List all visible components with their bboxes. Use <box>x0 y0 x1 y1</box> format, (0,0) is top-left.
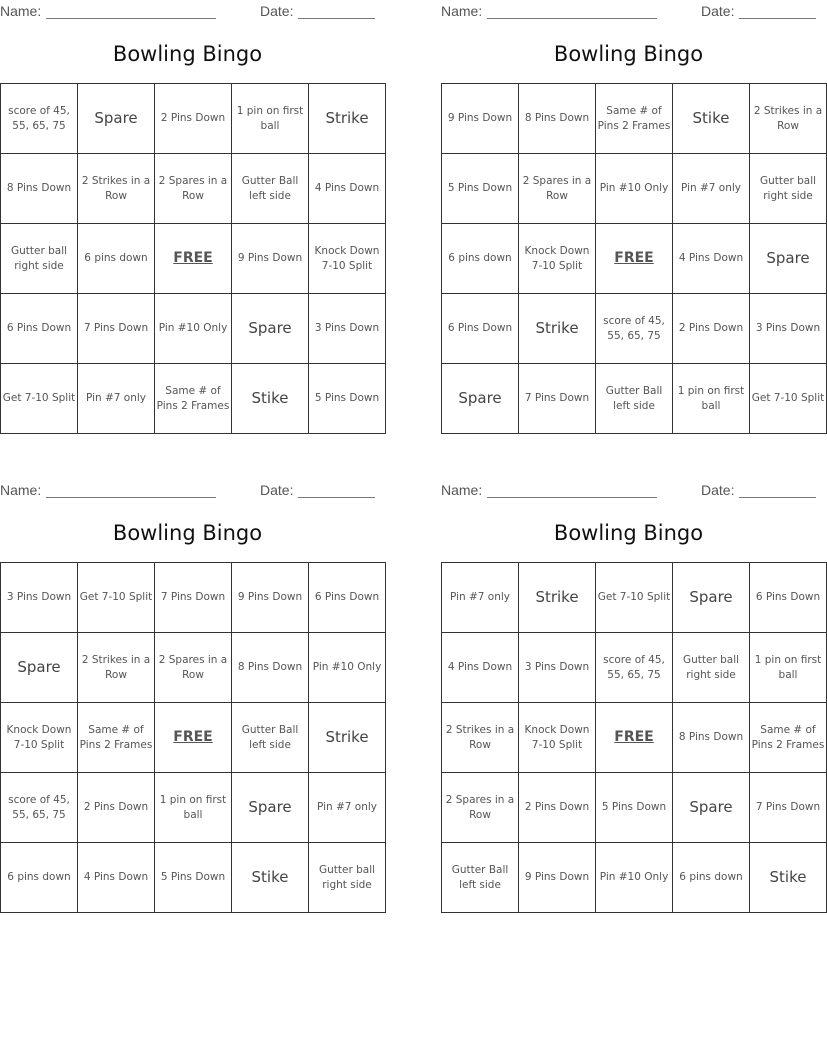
bingo-cell: Knock Down 7-10 Split <box>519 224 596 294</box>
bingo-row <box>442 154 827 224</box>
bingo-cell: Knock Down 7-10 Split <box>1 703 78 773</box>
bingo-cell: Stike <box>232 843 309 913</box>
bingo-cell: 3 Pins Down <box>1 563 78 633</box>
bingo-row <box>1 364 386 434</box>
bingo-card <box>441 0 825 440</box>
name-label: Name: <box>441 482 483 498</box>
bingo-cell: 7 Pins Down <box>750 773 827 843</box>
bingo-cell: Gutter ball right side <box>309 843 386 913</box>
name-date-line <box>441 482 816 500</box>
bingo-cell: Spare <box>442 364 519 434</box>
bingo-cell: 9 Pins Down <box>232 563 309 633</box>
bingo-cell: Gutter ball right side <box>673 633 750 703</box>
bingo-row <box>1 294 386 364</box>
bingo-cell: Same # of Pins 2 Frames <box>750 703 827 773</box>
name-blank <box>487 497 657 498</box>
bingo-row <box>442 364 827 434</box>
bingo-cell: 4 Pins Down <box>309 154 386 224</box>
bingo-cell: Get 7-10 Split <box>78 563 155 633</box>
bingo-cell: Gutter Ball left side <box>232 154 309 224</box>
bingo-cell: 2 Pins Down <box>155 84 232 154</box>
bingo-cell: Same # of Pins 2 Frames <box>596 84 673 154</box>
bingo-cell: 5 Pins Down <box>309 364 386 434</box>
bingo-cell: score of 45, 55, 65, 75 <box>1 773 78 843</box>
bingo-cell: 1 pin on first ball <box>232 84 309 154</box>
bingo-cell: Pin #10 Only <box>155 294 232 364</box>
bingo-cell: Get 7-10 Split <box>750 364 827 434</box>
bingo-cell: Strike <box>309 84 386 154</box>
bingo-card <box>0 479 382 919</box>
card-title: Bowling Bingo <box>553 42 704 66</box>
bingo-cell: 6 Pins Down <box>442 294 519 364</box>
bingo-cell: 8 Pins Down <box>232 633 309 703</box>
bingo-cell: 6 Pins Down <box>309 563 386 633</box>
date-label: Date: <box>260 3 294 19</box>
date-label: Date: <box>701 482 735 498</box>
card-title: Bowling Bingo <box>112 521 263 545</box>
bingo-row <box>442 294 827 364</box>
bingo-cell: Strike <box>519 563 596 633</box>
name-blank <box>487 18 657 19</box>
bingo-cell: Stike <box>673 84 750 154</box>
bingo-cell: Pin #7 only <box>309 773 386 843</box>
bingo-cell: 8 Pins Down <box>673 703 750 773</box>
bingo-cell: 2 Spares in a Row <box>155 633 232 703</box>
bingo-row <box>1 224 386 294</box>
bingo-cell: 5 Pins Down <box>155 843 232 913</box>
bingo-cell: Gutter Ball left side <box>442 843 519 913</box>
bingo-cell: 6 Pins Down <box>1 294 78 364</box>
bingo-cell: Get 7-10 Split <box>596 563 673 633</box>
bingo-grid <box>441 562 827 913</box>
free-space: FREE <box>596 703 673 773</box>
date-blank <box>298 18 375 19</box>
bingo-row <box>442 224 827 294</box>
bingo-grid <box>441 83 827 434</box>
bingo-cell: 4 Pins Down <box>78 843 155 913</box>
card-title: Bowling Bingo <box>553 521 704 545</box>
bingo-row <box>1 563 386 633</box>
bingo-cell: 9 Pins Down <box>232 224 309 294</box>
bingo-cell: Strike <box>309 703 386 773</box>
bingo-cell: 9 Pins Down <box>519 843 596 913</box>
bingo-cell: Pin #10 Only <box>596 843 673 913</box>
bingo-cell: score of 45, 55, 65, 75 <box>596 633 673 703</box>
bingo-cell: Spare <box>673 773 750 843</box>
bingo-cell: Gutter Ball left side <box>596 364 673 434</box>
bingo-grid <box>0 83 386 434</box>
bingo-cell: Stike <box>750 843 827 913</box>
bingo-row <box>442 843 827 913</box>
bingo-row <box>1 773 386 843</box>
free-space: FREE <box>155 224 232 294</box>
bingo-row <box>1 84 386 154</box>
bingo-cell: 2 Pins Down <box>78 773 155 843</box>
bingo-cell: Spare <box>750 224 827 294</box>
bingo-row <box>442 773 827 843</box>
name-date-line <box>0 482 375 500</box>
bingo-cell: Gutter Ball left side <box>232 703 309 773</box>
bingo-cell: Gutter ball right side <box>1 224 78 294</box>
bingo-row <box>442 633 827 703</box>
bingo-cell: score of 45, 55, 65, 75 <box>596 294 673 364</box>
bingo-cell: 1 pin on first ball <box>155 773 232 843</box>
bingo-row <box>1 154 386 224</box>
free-space: FREE <box>596 224 673 294</box>
bingo-cell: Same # of Pins 2 Frames <box>155 364 232 434</box>
date-label: Date: <box>701 3 735 19</box>
bingo-cell: Knock Down 7-10 Split <box>519 703 596 773</box>
bingo-grid <box>0 562 386 913</box>
bingo-cell: 2 Strikes in a Row <box>78 633 155 703</box>
bingo-cell: score of 45, 55, 65, 75 <box>1 84 78 154</box>
date-blank <box>739 497 816 498</box>
bingo-cell: 2 Pins Down <box>519 773 596 843</box>
name-date-line <box>0 3 375 21</box>
bingo-card <box>0 0 380 440</box>
bingo-cell: 8 Pins Down <box>1 154 78 224</box>
bingo-cell: 2 Spares in a Row <box>155 154 232 224</box>
bingo-cell: Spare <box>673 563 750 633</box>
free-space: FREE <box>155 703 232 773</box>
bingo-card <box>441 479 825 919</box>
bingo-cell: 6 pins down <box>78 224 155 294</box>
name-date-line <box>441 3 816 21</box>
bingo-cell: 3 Pins Down <box>309 294 386 364</box>
card-title: Bowling Bingo <box>112 42 263 66</box>
bingo-cell: 1 pin on first ball <box>750 633 827 703</box>
bingo-cell: Pin #7 only <box>78 364 155 434</box>
bingo-cell: Pin #10 Only <box>596 154 673 224</box>
name-label: Name: <box>0 3 42 19</box>
bingo-cell: Same # of Pins 2 Frames <box>78 703 155 773</box>
bingo-cell: 7 Pins Down <box>155 563 232 633</box>
bingo-cell: 6 Pins Down <box>750 563 827 633</box>
bingo-cell: 3 Pins Down <box>519 633 596 703</box>
name-label: Name: <box>0 482 42 498</box>
bingo-cell: 8 Pins Down <box>519 84 596 154</box>
bingo-cell: 6 pins down <box>442 224 519 294</box>
bingo-row <box>1 703 386 773</box>
name-label: Name: <box>441 3 483 19</box>
bingo-cell: 1 pin on first ball <box>673 364 750 434</box>
bingo-cell: Strike <box>519 294 596 364</box>
bingo-cell: 2 Strikes in a Row <box>442 703 519 773</box>
bingo-cell: Spare <box>232 294 309 364</box>
bingo-cell: 2 Pins Down <box>673 294 750 364</box>
bingo-cell: 2 Spares in a Row <box>442 773 519 843</box>
bingo-cell: 4 Pins Down <box>442 633 519 703</box>
bingo-row <box>442 563 827 633</box>
date-blank <box>298 497 375 498</box>
bingo-cell: 2 Strikes in a Row <box>750 84 827 154</box>
bingo-cell: Spare <box>1 633 78 703</box>
bingo-cell: 6 pins down <box>673 843 750 913</box>
bingo-cell: 2 Spares in a Row <box>519 154 596 224</box>
bingo-cell: Gutter ball right side <box>750 154 827 224</box>
bingo-cell: 9 Pins Down <box>442 84 519 154</box>
bingo-cell: Stike <box>232 364 309 434</box>
date-blank <box>739 18 816 19</box>
bingo-cell: 2 Strikes in a Row <box>78 154 155 224</box>
bingo-cell: Get 7-10 Split <box>1 364 78 434</box>
bingo-cell: Pin #10 Only <box>309 633 386 703</box>
bingo-cell: Spare <box>232 773 309 843</box>
date-label: Date: <box>260 482 294 498</box>
bingo-cell: Pin #7 only <box>442 563 519 633</box>
bingo-cell: 4 Pins Down <box>673 224 750 294</box>
bingo-cell: 6 pins down <box>1 843 78 913</box>
bingo-row <box>442 84 827 154</box>
bingo-cell: 3 Pins Down <box>750 294 827 364</box>
bingo-cell: 7 Pins Down <box>519 364 596 434</box>
bingo-row <box>442 703 827 773</box>
bingo-cell: Spare <box>78 84 155 154</box>
bingo-cell: 5 Pins Down <box>596 773 673 843</box>
bingo-cell: 7 Pins Down <box>78 294 155 364</box>
bingo-cell: Pin #7 only <box>673 154 750 224</box>
bingo-row <box>1 843 386 913</box>
bingo-cell: Knock Down 7-10 Split <box>309 224 386 294</box>
bingo-row <box>1 633 386 703</box>
name-blank <box>46 497 216 498</box>
name-blank <box>46 18 216 19</box>
bingo-cell: 5 Pins Down <box>442 154 519 224</box>
